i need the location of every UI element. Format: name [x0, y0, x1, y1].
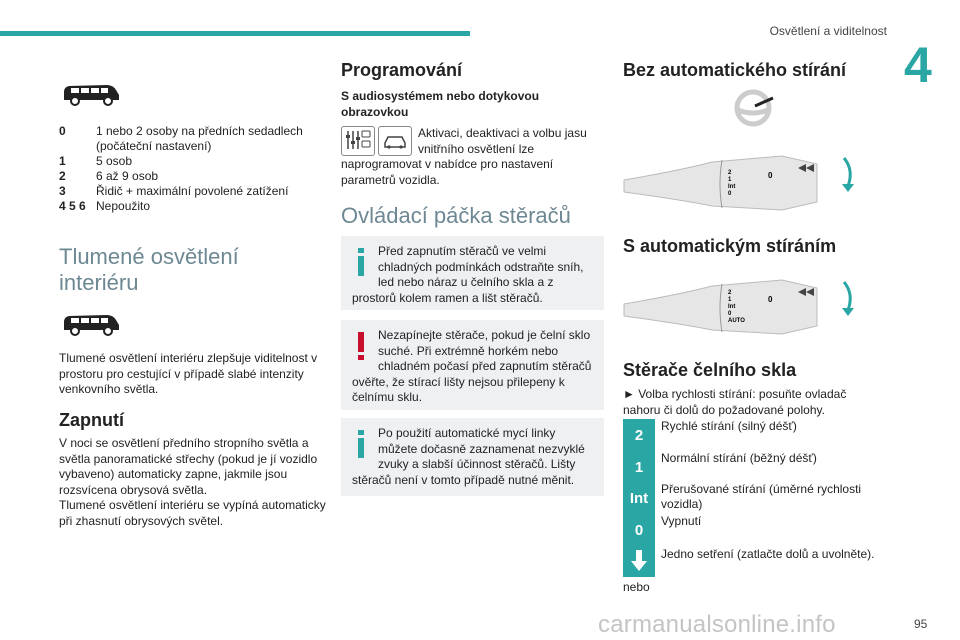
van-icon	[61, 82, 121, 106]
mode-text: Jedno setření (zatlačte dolů a uvolněte).	[661, 547, 875, 561]
warning-note	[341, 320, 604, 410]
programming-body	[341, 126, 605, 188]
stalk-label-auto: AUTO	[728, 318, 745, 324]
mode-badge: 2	[623, 419, 655, 451]
stalk-label-0: 0	[728, 311, 732, 317]
option-row	[59, 169, 327, 184]
auto-title-wrap	[623, 236, 893, 257]
dimmed-text-wrap	[59, 351, 327, 398]
stalk-label-2: 2	[728, 290, 732, 296]
mode-text: Rychlé stírání (silný déšť)	[661, 419, 797, 433]
arrow-down-icon	[623, 545, 655, 577]
option-text: 6 až 9 osob	[96, 169, 159, 183]
option-row	[59, 199, 327, 214]
svg-text:0: 0	[768, 295, 773, 304]
info-icon	[352, 246, 370, 276]
warning-icon	[352, 330, 370, 360]
stalk-label-2: 2	[728, 170, 732, 176]
stalk-label-1: 1	[728, 177, 732, 183]
warning-note-text: Nezapínejte stěrače, pokud je čelní sklo suché. Při extrémně horkém nebo chladném počasí před zapnutím stěračů ověřte, že stírací lišty nejsou přilepeny k čelnímu sklu.	[352, 328, 592, 404]
option-key: 0	[59, 124, 66, 138]
top-accent-bar	[0, 31, 470, 36]
option-text: Řidič + maximální povolené zatížení	[96, 184, 289, 198]
info-note	[341, 236, 604, 310]
mode-badge: 0	[623, 514, 655, 546]
svg-text:0: 0	[768, 171, 773, 180]
dimmed-text: Tlumené osvětlení interiéru zlepšuje viditelnost v prostoru pro cestující v případě slabé intenzity venkovního světla.	[59, 351, 318, 396]
mode-text: Přerušované stírání (úměrné rychlosti vozidla)	[661, 482, 862, 511]
steering-wheel-icon	[733, 88, 777, 128]
info-note	[341, 418, 604, 496]
mode-row-0	[623, 514, 881, 546]
speed-instruction: ► Volba rychlosti stírání: posuňte ovladač nahoru či dolů do požadované polohy.	[623, 387, 847, 417]
option-text: 1 nebo 2 osoby na předních sedadlech (počáteční nastavení)	[96, 124, 303, 153]
info-icon	[352, 428, 370, 458]
option-text: 5 osob	[96, 154, 133, 168]
mode-text: Vypnutí	[661, 514, 702, 528]
option-text: Nepoužito	[96, 199, 151, 213]
page-number: 95	[914, 617, 928, 631]
option-key: 4 5 6	[59, 199, 86, 213]
stalk-label-int: Int	[728, 304, 736, 310]
car-settings-icon	[378, 126, 412, 156]
mode-row-single	[623, 545, 881, 577]
on-text: V noci se osvětlení předního stropního světla a světla panoramatické střechy (pokud je jí vozidlo vybaveno) automaticky zapne, jakmile jsou rozsvícena obrysová světla.	[59, 436, 318, 497]
windscreen-title: Stěrače čelního skla	[623, 360, 797, 380]
chapter-number: 4	[904, 37, 932, 93]
no-auto-title: Bez automatického stírání	[623, 60, 847, 80]
info-note-text: Před zapnutím stěračů ve velmi chladných podmínkách odstraňte sníh, led nebo náraz u čelního skla a z prostorů kolem ramen a lišt stěračů.	[352, 244, 584, 305]
wiper-section-title: Ovládací páčka stěračů	[341, 203, 571, 228]
stalk-label-int: Int	[728, 184, 736, 190]
wiper-section-title-wrap	[341, 203, 605, 229]
programming-text: Aktivaci, deaktivaci a volbu jasu vnitřního osvětlení lze naprogramovat v nabídce pro nastavení parametrů vozidla.	[341, 126, 587, 187]
option-row	[59, 124, 327, 154]
no-auto-title-wrap	[623, 60, 893, 81]
programming-section	[341, 60, 605, 188]
option-row	[59, 154, 327, 169]
van-icon	[61, 312, 121, 336]
section-header: Osvětlení a viditelnost	[769, 24, 887, 38]
on-section	[59, 410, 327, 529]
auto-title: S automatickým stíráním	[623, 236, 837, 256]
mode-row-int	[623, 482, 881, 514]
option-key: 2	[59, 169, 66, 183]
load-options	[59, 124, 327, 214]
wiper-stalk-auto-diagram	[622, 274, 872, 344]
mode-text: Normální stírání (běžný déšť)	[661, 451, 817, 465]
stalk-label-0: 0	[728, 191, 732, 197]
on-title: Zapnutí	[59, 410, 124, 430]
option-row	[59, 184, 327, 199]
dimmed-section-title: Tlumené osvětlení interiéru	[59, 244, 239, 295]
mode-badge: 1	[623, 451, 655, 483]
option-key: 1	[59, 154, 66, 168]
watermark: carmanualsonline.info	[598, 611, 836, 638]
dimmed-section-title-wrap	[59, 244, 279, 296]
or-text: nebo	[623, 580, 650, 594]
mode-badge: Int	[623, 482, 655, 514]
off-text: Tlumené osvětlení interiéru se vypíná automaticky při zhasnutí obrysových světel.	[59, 498, 326, 528]
info-note-text: Po použití automatické mycí linky můžete dočasně zaznamenat nezvyklé zvuky a slabší účinnost stěračů. Lišty stěračů není v tomto případě nutné měnit.	[352, 426, 585, 487]
option-key: 3	[59, 184, 66, 198]
wiper-stalk-diagram	[622, 150, 872, 220]
programming-title: Programování	[341, 60, 463, 80]
programming-subtitle: S audiosystémem nebo dotykovou obrazovkou	[341, 89, 540, 119]
mode-row-1	[623, 451, 881, 483]
stalk-label-1: 1	[728, 297, 732, 303]
mode-row-2	[623, 419, 881, 451]
settings-menu-icon	[341, 126, 375, 156]
windscreen-section	[623, 360, 893, 418]
